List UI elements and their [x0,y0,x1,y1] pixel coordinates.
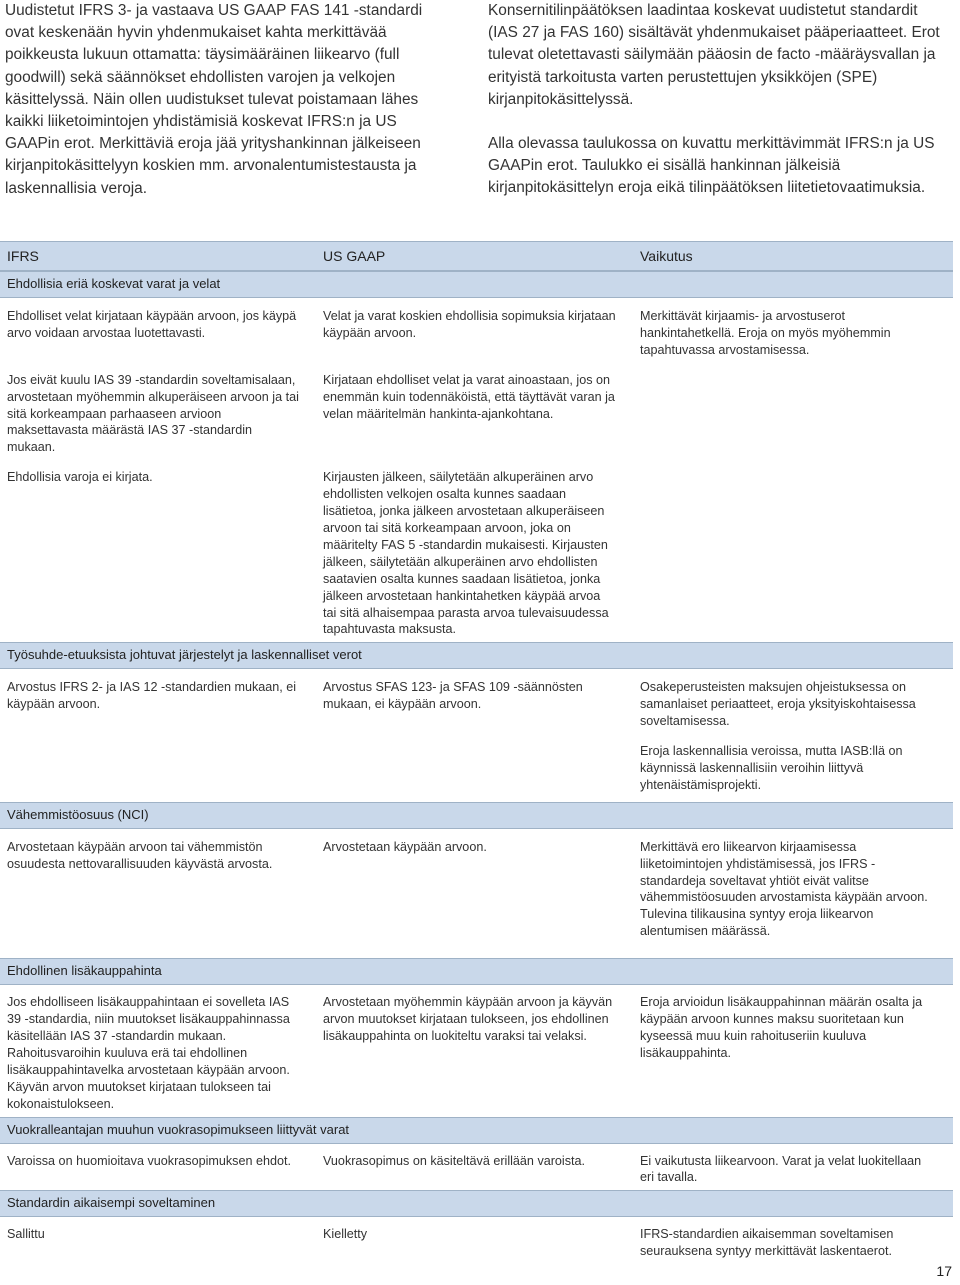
intro-paragraph: Uudistetut IFRS 3- ja vastaava US GAAP FAS 141 -standardi ovat keskenään hyvin yhdenmukaiset kahta merkittävää poikkeusta lukuun ottamatta: täysimääräinen liikearvo (full goodwill) sekä säännökset ehdollisten varojen ja velkojen käsittelyssä. Näin ollen uudistukset tulevat poistamaan lähes kaikki liiketoimintojen yhdistämisiä koskevat IFRS:n ja US GAAPin erot. Merkittäviä eroja jää yrityshankinnan jälkeiseen kirjanpitokäsittelyyn koskien mm. arvonalentumistestausta ja laskennallisia veroja. [5,2,423,197]
header-ifrs: IFRS [7,248,39,264]
ifrs-cell: Ehdolliset velat kirjataan käypään arvoon, jos käypä arvo voidaan arvostaa luotettavasti. [7,309,297,340]
us-gaap-cell: Arvostetaan myöhemmin käypään arvoon ja käyvän arvon muutokset kirjataan tulokseen, jos ehdollinen lisäkauppahinta on luokiteltu varaksi tai velaksi. [323,995,613,1043]
comparison-table [0,241,953,1260]
intro-left-column [5,0,450,200]
us-gaap-cell: Arvostetaan käypään arvoon. [323,839,487,854]
ifrs-cell: Varoissa on huomioitava vuokrasopimuksen ehdot. [7,1153,291,1168]
section-title: Ehdollisia eriä koskevat varat ja velat [0,271,953,298]
ifrs-cell: Arvostus IFRS 2- ja IAS 12 -standardien mukaan, ei käypään arvoon. [7,680,297,712]
intro-paragraph: Konsernitilinpäätöksen laadintaa koskevat uudistetut standardit (IAS 27 ja FAS 160) sisältävät yhdenmukaiset pääperiaatteet. Erot tulevat oletettavasti säilymään pääosin de facto -määräysvallan ja erityistä tarkoitusta varten perustettujen yksikköjen (SPE) kirjanpitokäsittelyssä. [488,2,940,108]
header-impact: Vaikutus [640,248,693,264]
us-gaap-cell: Kirjausten jälkeen, säilytetään alkuperäinen arvo ehdollisten velkojen osalta kunnes saadaan lisätietoa, jonka jälkeen arvostetaan alkuperäiseen arvoon tai sitä korkeampaan arvoon, joka on määritelty FAS 5 -standardin mukaisesti. Kirjausten jälkeen, säilytetään alkuperäinen arvo ehdollisten saatavien osalta kunnes saadaan lisätietoa, jonka jälkeen arvostetaan hankintahetken käypää arvoa tai sitä alhaisempaa parasta arvoa tulevaisuudessa tapahtuvasta maksusta. [323,470,609,637]
page-number: 17 [936,1263,952,1279]
table-row [0,679,953,793]
ifrs-cell: Jos eivät kuulu IAS 39 -standardin soveltamisalaan, arvostetaan myöhemmin alkuperäiseen arvoon ja tai sitä korkeampaan parhaaseen arvioon maksettavasta määrästä IAS 37 -standardin mukaan. [7,372,299,455]
section-title: Ehdollinen lisäkauppahinta [0,958,953,985]
table-row [0,994,953,1112]
us-gaap-cell: Velat ja varat koskien ehdollisia sopimuksia kirjataan käypään arvoon. [323,309,616,340]
section-title: Vuokralleantajan muuhun vuokrasopimukseen liittyvät varat [0,1117,953,1144]
ifrs-cell: Sallittu [7,1227,45,1242]
impact-cell: Eroja arvioidun lisäkauppahinnan määrän osalta ja käypään arvoon kunnes maksu suoritetaan kun kyseessä muu kuin rahoituseriin kuuluva lisäkauppahinta. [640,995,923,1060]
table-header [0,241,953,271]
table-row [0,372,953,457]
us-gaap-cell: Kirjataan ehdolliset velat ja varat ainoastaan, jos on enemmän kuin todennäköistä, että täyttävät varan ja velan määritelmän hankinta-ajankohtana. [323,372,615,421]
section-title: Vähemmistöosuus (NCI) [0,802,953,829]
table-row [0,1153,953,1187]
impact-cell: Ei vaikutusta liikearvoon. Varat ja velat luokitellaan eri tavalla. [640,1153,922,1185]
intro-right-column [488,0,950,200]
section-title: Työsuhde-etuuksista johtuvat järjestelyt ja laskennalliset verot [0,642,953,669]
table-row [0,469,953,638]
impact-cell: Merkittävät kirjaamis- ja arvostuserot hankintahetkellä. Eroja on myös myöhemmin tapahtuvassa arvostamisessa. [640,309,891,357]
ifrs-cell: Arvostetaan käypään arvoon tai vähemmistön osuudesta nettovarallisuuden käyvästä arvosta. [7,839,273,871]
header-us-gaap: US GAAP [323,248,386,264]
table-row [0,1226,953,1260]
ifrs-cell: Jos ehdolliseen lisäkauppahintaan ei sovelleta IAS 39 -standardia, niin muutokset lisäkauppahinnassa käsitellään IAS 37 -standardin mukaan. Rahoitusvaroihin kuuluva erä tai ehdollinen lisäkauppahintavelka arvostetaan käypään arvoon. Käyvän arvon muutokset kirjataan tulokseen tai kokonaistulokseen. [7,995,290,1111]
us-gaap-cell: Kielletty [323,1227,368,1242]
impact-cell: IFRS-standardien aikaisemman soveltamisen seurauksena syntyy merkittävät laskentaerot. [640,1227,894,1259]
impact-cell: Eroja laskennallisia veroissa, mutta IASB:llä on käynnissä laskennallisiin veroihin liittyvä yhtenäistämisprojekti. [640,744,903,792]
table-row [0,839,953,940]
ifrs-cell: Ehdollisia varoja ei kirjata. [7,470,153,485]
impact-cell: Osakeperusteisten maksujen ohjeistuksessa on samanlaiset periaatteet, eroja yksityiskohtaisessa soveltamisessa. [640,680,916,729]
intro-paragraph: Alla olevassa taulukossa on kuvattu merkittävimmät IFRS:n ja US GAAPin erot. Taulukko ei sisällä hankinnan jälkeisiä kirjanpitokäsittelyn eroja eikä tilinpäätöksen liitetietovaatimuksia. [488,135,935,197]
table-row [0,308,953,359]
us-gaap-cell: Vuokrasopimus on käsiteltävä erillään varoista. [323,1153,586,1168]
section-title: Standardin aikaisempi soveltaminen [0,1190,953,1217]
impact-cell: Merkittävä ero liikearvon kirjaamisessa liiketoimintojen yhdistämisessä, jos IFRS -standardeja soveltavat yhtiöt eivät valitse vähemmistöosuuden arvostamista käypään arvoon. Tulevina tilikausina syntyy eroja liikearvon alentumisen määrässä. [640,839,928,939]
us-gaap-cell: Arvostus SFAS 123- ja SFAS 109 -säännösten mukaan, ei käypään arvoon. [323,680,583,712]
